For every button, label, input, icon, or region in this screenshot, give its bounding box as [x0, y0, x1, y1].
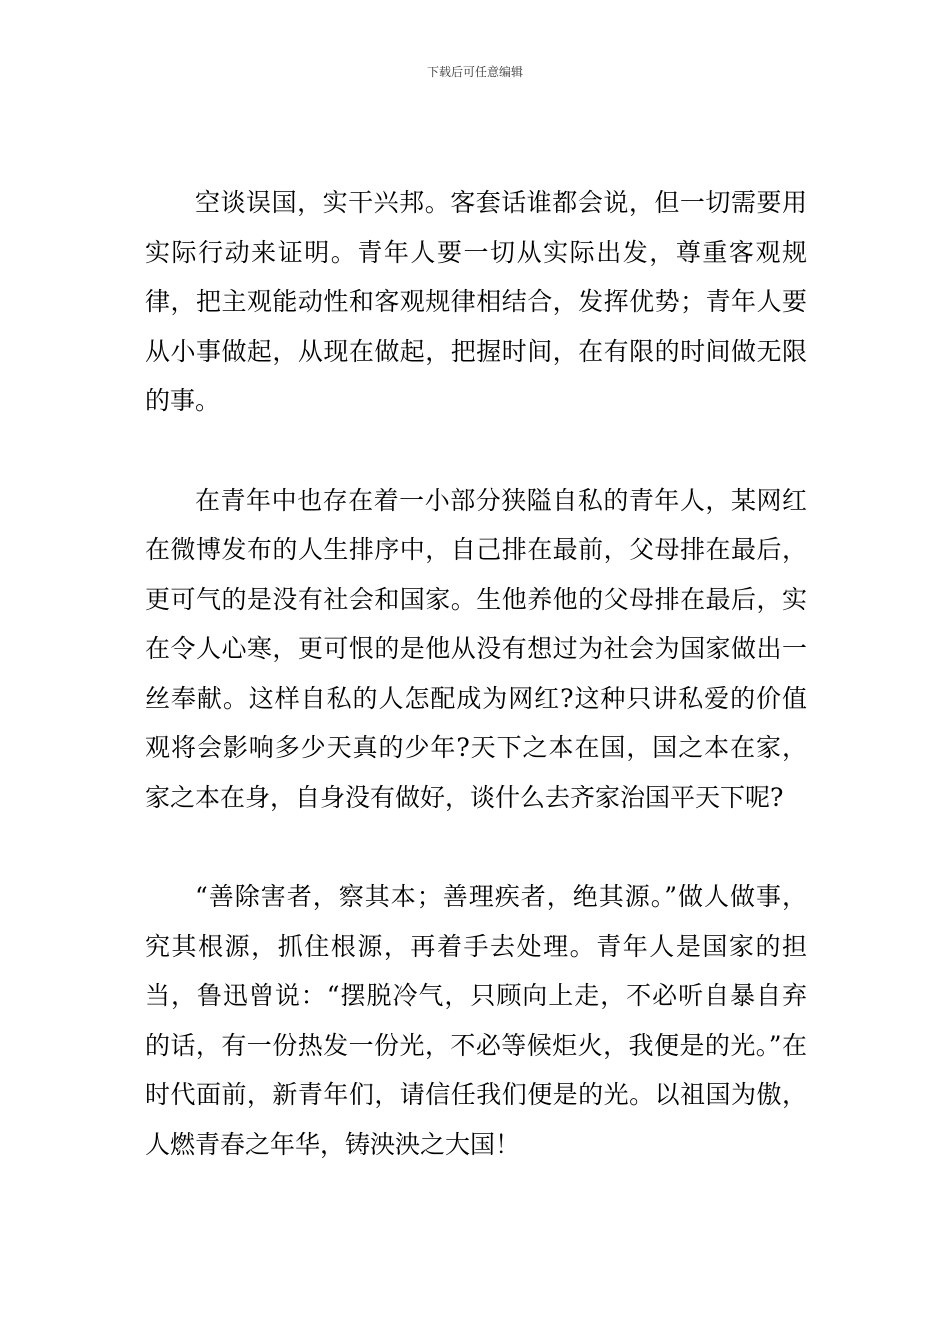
paragraph-3: “善除害者，察其本；善理疾者，绝其源。”做人做事，究其根源，抓住根源，再着手去处理。青年人是国家的担当，鲁迅曾说：“摆脱冷气，只顾向上走，不必听自暴自弃的话，有一份热发一份光，不必等候炬火，我便是的光。”在时代面前，新青年们，请信任我们便是的光。以祖国为傲，人燃青春之年华，铸泱泱之大国！: [145, 882, 807, 1159]
page-header-note: 下载后可任意编辑: [426, 65, 523, 79]
paragraph-1: 空谈误国，实干兴邦。客套话谁都会说，但一切需要用实际行动来证明。青年人要一切从实际出发，尊重客观规律，把主观能动性和客观规律相结合，发挥优势；青年人要从小事做起，从现在做起，把握时间，在有限的时间做无限的事。: [145, 188, 807, 415]
paragraph-2: 在青年中也存在着一小部分狭隘自私的青年人，某网红在微博发布的人生排序中，自己排在最前，父母排在最后，更可气的是没有社会和国家。生他养他的父母排在最后，实在令人心寒，更可恨的是他从没有想过为社会为国家做出一丝奉献。这样自私的人怎配成为网红?这种只讲私爱的价值观将会影响多少天真的少年?天下之本在国，国之本在家，家之本在身，自身没有做好，谈什么去齐家治国平天下呢?: [145, 485, 807, 812]
document-body: [145, 178, 807, 1169]
